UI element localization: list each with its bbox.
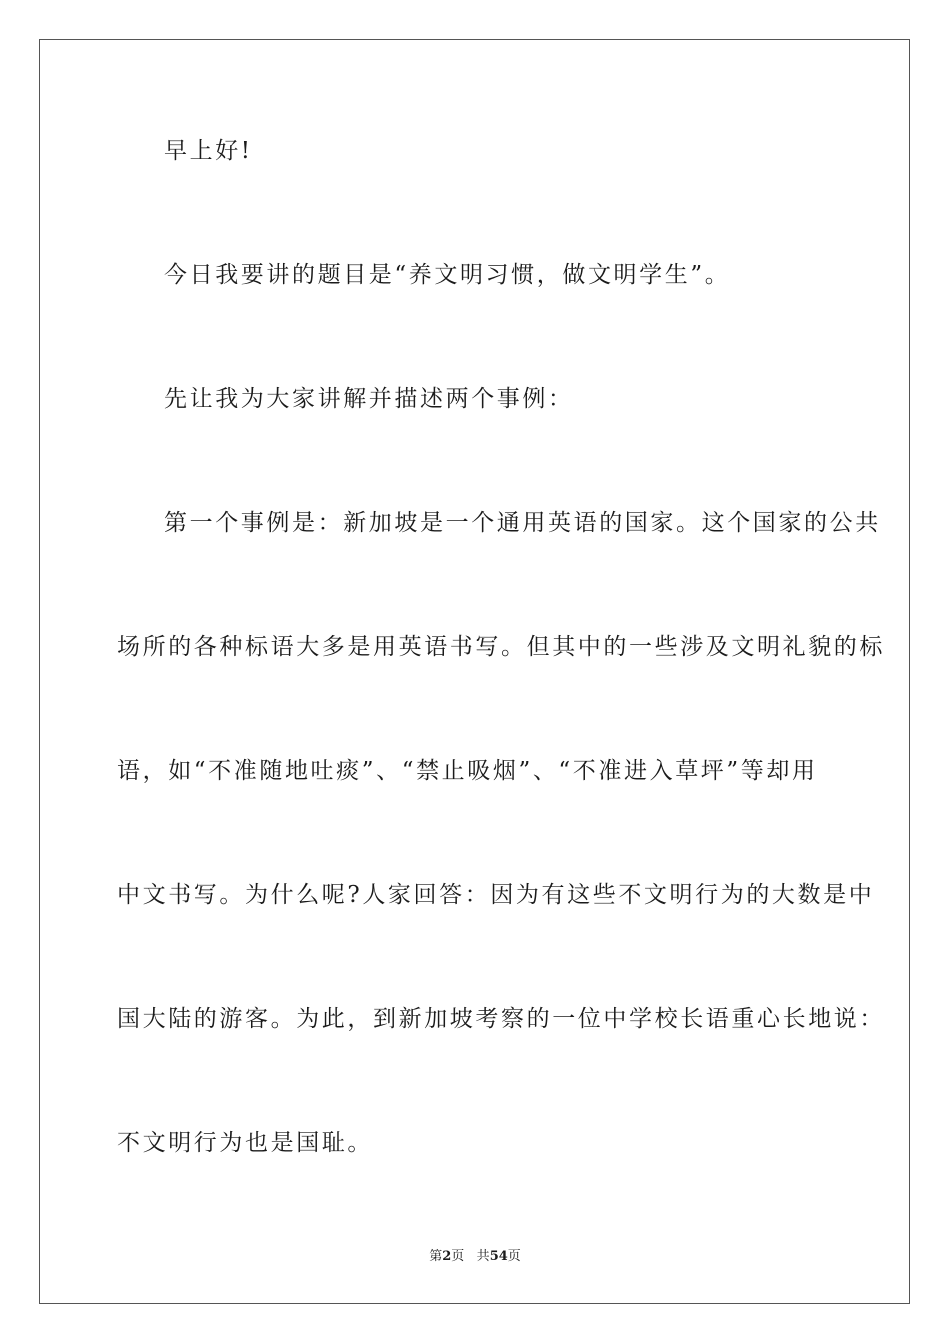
total-suffix: 页: [507, 1249, 521, 1264]
example-line-2: 场所的各种标语大多是用英语书写。但其中的一些涉及文明礼貌的标: [117, 634, 885, 660]
total-prefix: 共: [476, 1249, 490, 1264]
example-line-5: 国大陆的游客。为此，到新加坡考察的一位中学校长语重心长地说：: [117, 1006, 885, 1032]
example-line-1: 第一个事例是：新加坡是一个通用英语的国家。这个国家的公共: [164, 510, 881, 536]
intro-line: 先让我为大家讲解并描述两个事例：: [164, 386, 574, 412]
example-line-4: 中文书写。为什么呢?人家回答：因为有这些不文明行为的大数是中: [117, 882, 875, 908]
page-number: 2: [442, 1249, 452, 1264]
topic-line: 今日我要讲的题目是“养文明习惯，做文明学生”。: [164, 262, 731, 288]
page-border: [39, 39, 910, 1304]
example-line-3: 语，如“不准随地吐痰”、“禁止吸烟”、“不准进入草坪”等却用: [117, 758, 818, 784]
page-footer: [0, 1249, 950, 1265]
total-pages: 54: [489, 1249, 508, 1264]
greeting-line: 早上好!: [164, 138, 253, 164]
page-suffix: 页: [451, 1249, 465, 1264]
example-line-6: 不文明行为也是国耻。: [117, 1130, 373, 1156]
page-prefix: 第: [429, 1249, 443, 1264]
